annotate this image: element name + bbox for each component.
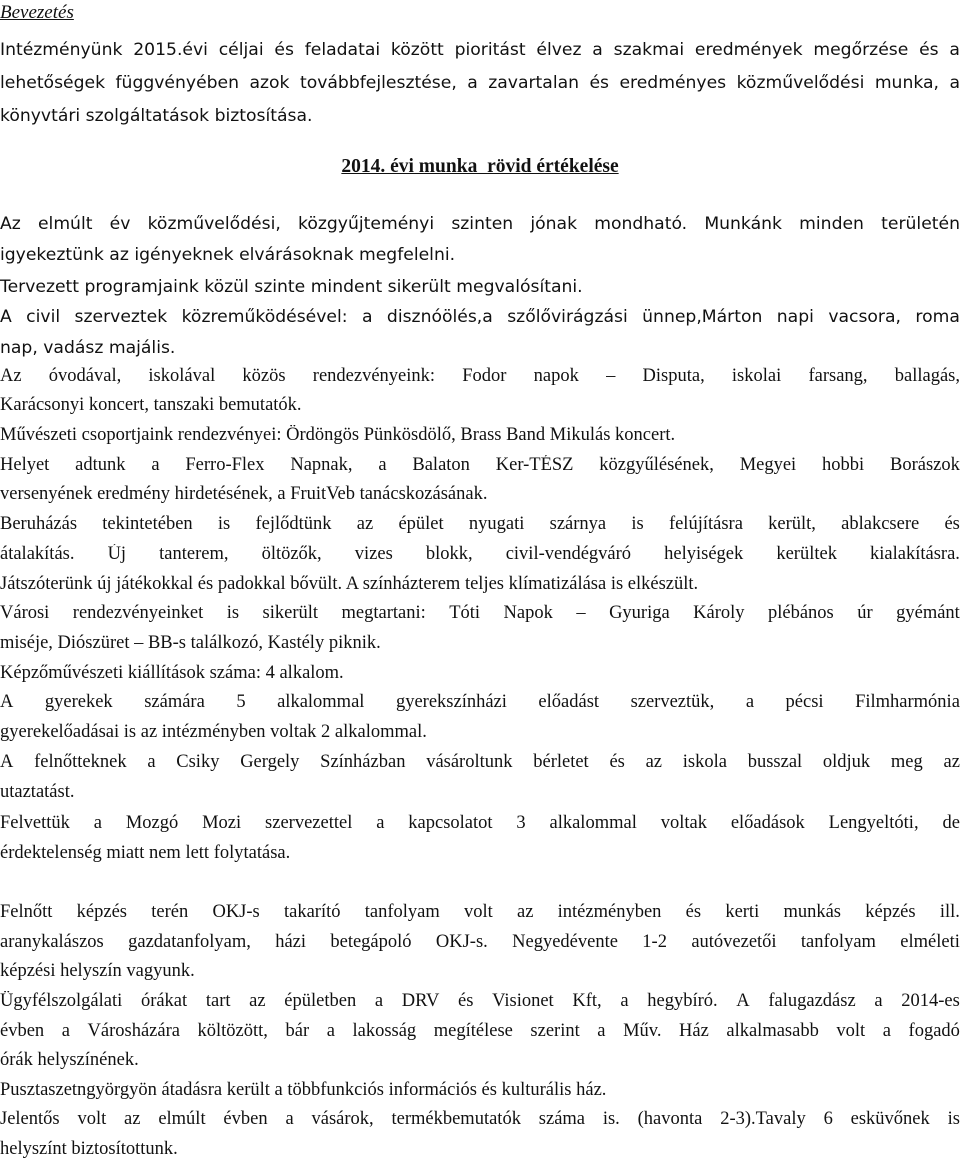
body-line: Ügyfélszolgálati órákat tart az épületben a DRV és Visionet Kft, a hegybíró. A falugazdász a 2014-es xyxy=(0,991,960,1011)
body-line: képzési helyszín vagyunk. xyxy=(0,961,195,981)
body-line: Karácsonyi koncert, tanszaki bemutatók. xyxy=(0,395,302,415)
body-line: aranykalászos gazdatanfolyam, házi betegápoló OKJ-s. Negyedévente 1-2 autóvezetői tanfolyam elméleti xyxy=(0,932,960,952)
body-line: Felvettük a Mozgó Mozi szervezettel a kapcsolatot 3 alkalommal voltak előadások Lengyeltóti, de xyxy=(0,813,960,833)
body-line: Művészeti csoportjaink rendezvényei: Ördöngös Pünkösdölő, Brass Band Mikulás koncert. xyxy=(0,425,676,445)
body-line: Játszóterünk új játékokkal és padokkal bővült. A színházterem teljes klímatizálása is elkészült. xyxy=(0,574,699,594)
intro-line: Intézményünk 2015.évi céljai és feladatai között pioritást élvez a szakmai eredmények megőrzése és a xyxy=(0,40,960,60)
body-line: miséje, Diószüret – BB-s találkozó, Kastély piknik. xyxy=(0,633,381,653)
section-heading: 2014. évi munka rövid értékelése xyxy=(341,156,619,177)
body-line: nap, vadász majális. xyxy=(0,338,176,358)
body-line: Az óvodával, iskolával közös rendezvényeink: Fodor napok – Disputa, iskolai farsang, ballagás, xyxy=(0,366,960,386)
body-line: Felnőtt képzés terén OKJ-s takarító tanfolyam volt az intézményben és kerti munkás képzés ill. xyxy=(0,902,960,922)
body-line: Jelentős volt az elmúlt évben a vásárok, termékbemutatók száma is. (havonta 2-3).Tavaly 6 esküvőnek is xyxy=(0,1109,960,1129)
body-line: évben a Városházára költözött, bár a lakosság megítélese szerint a Műv. Ház alkalmasabb volt a fogadó xyxy=(0,1021,960,1041)
body-line: A civil szerveztek közreműködésével: a disznóölés,a szőlővirágzási ünnep,Márton napi vacsora, roma xyxy=(0,307,960,327)
body-line: Beruházás tekintetében is fejlődtünk az épület nyugati szárnya is felújításra került, ablakcsere és xyxy=(0,514,960,534)
intro-line: könyvtári szolgáltatások biztosítása. xyxy=(0,106,313,126)
body-line: érdektelenség miatt nem lett folytatása. xyxy=(0,843,291,863)
body-line: Az elmúlt év közművelődési, közgyűjteményi szinten jónak mondható. Munkánk minden területén xyxy=(0,214,960,234)
body-line: utaztatást. xyxy=(0,782,75,802)
body-line: A gyerekek számára 5 alkalommal gyerekszínházi előadást szerveztük, a pécsi Filmharmónia xyxy=(0,692,960,712)
body-line: Városi rendezvényeinket is sikerült megtartani: Tóti Napok – Gyuriga Károly plébános úr gyémánt xyxy=(0,603,960,623)
body-line: igyekeztünk az igényeknek elvárásoknak megfelelni. xyxy=(0,245,456,265)
body-line: Helyet adtunk a Ferro-Flex Napnak, a Balaton Ker-TÉSZ közgyűlésének, Megyei hobbi Borászok xyxy=(0,455,960,475)
intro-line: lehetőségek függvényében azok továbbfejlesztése, a zavartalan és eredményes közművelődési munka, a xyxy=(0,73,960,93)
body-line: versenyének eredmény hirdetésének, a FruitVeb tanácskozásának. xyxy=(0,484,488,504)
body-line: helyszínt biztosítottunk. xyxy=(0,1139,178,1159)
body-line: Pusztaszetngyörgyön átadásra került a többfunkciós információs és kulturális ház. xyxy=(0,1080,607,1100)
body-line: gyerekelőadásai is az intézményben voltak 2 alkalommal. xyxy=(0,722,427,742)
body-line: Tervezett programjaink közül szinte mindent sikerült megvalósítani. xyxy=(0,277,583,297)
body-line: Képzőművészeti kiállítások száma: 4 alkalom. xyxy=(0,663,344,683)
page-title: Bevezetés xyxy=(0,2,74,23)
body-line: A felnőtteknek a Csiky Gergely Színházban vásároltunk bérletet és az iskola busszal oldjuk meg az xyxy=(0,752,960,772)
body-line: órák helyszínének. xyxy=(0,1050,139,1070)
body-line: átalakítás. Új tanterem, öltözők, vizes blokk, civil-vendégváró helyiségek kerültek kialakításra. xyxy=(0,544,960,564)
